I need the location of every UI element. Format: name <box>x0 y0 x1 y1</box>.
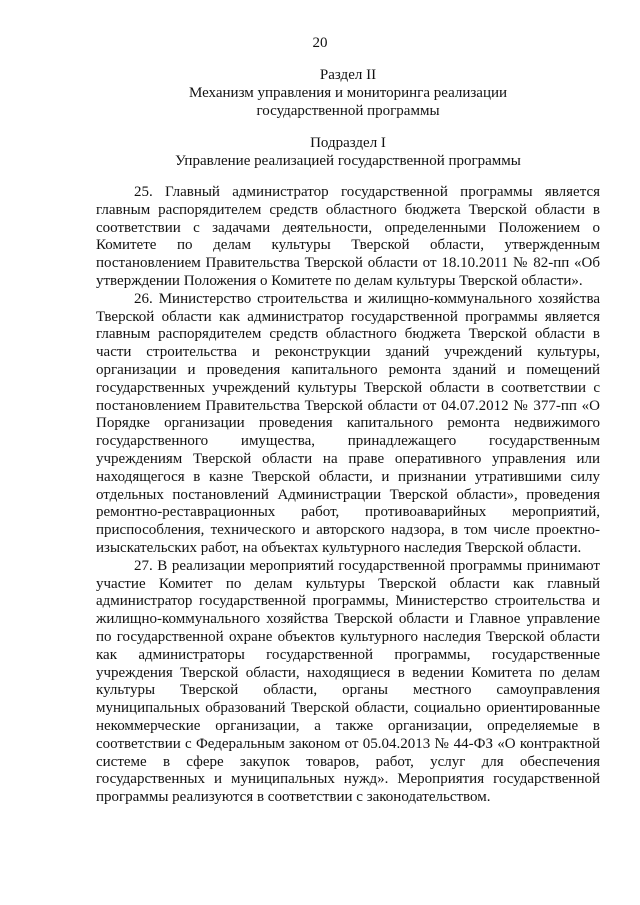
paragraph-26: 26. Министерство строительства и жилищно-коммунального хозяйства Тверской области как администратор государственной программы является главным распорядителем средств областного бюджета Тверской области в части строительства и реконструкции зданий учреждений культуры, организации и проведения капитального ремонта зданий и помещений государственных учреждений культуры Тверской области в соответствии с постановлением Правительства Тверской области от 04.07.2012 № 377-пп «О Порядке организации проведения капитального ремонта недвижимого государственного имущества, принадлежащего государственным учреждениям Тверской области на праве оперативного управления или находящегося в казне Тверской области, и признании утратившими силу отдельных постановлений Администрации Тверской области», проведения ремонтно-реставрационных работ, противоаварийных мероприятий, приспособления, технического и авторского надзора, в том числе проектно-изыскательских работ, на объектах культурного наследия Тверской области. <box>96 290 600 556</box>
section-title-line-1: Механизм управления и мониторинга реализации <box>188 85 508 101</box>
paragraph-25: 25. Главный администратор государственной программы является главным распорядителем средств областного бюджета Тверской области в соответствии с задачами деятельности, определенными Положением о Комитете по делам культуры Тверской области, утвержденным постановлением Правительства Тверской области от 18.10.2011 № 82-пп «Об утверждении Положения о Комитете по делам культуры Тверской области». <box>96 184 600 289</box>
section-heading <box>96 66 600 120</box>
section-title-line-2: государственной программы <box>256 103 440 119</box>
subsection-heading <box>96 134 600 170</box>
section-label: Раздел II <box>319 67 377 83</box>
subsection-title: Управление реализацией государственной программы <box>175 153 521 169</box>
body-text <box>96 184 600 807</box>
subsection-label: Подраздел I <box>310 135 386 151</box>
page-number: 20 <box>312 35 328 51</box>
paragraph-27: 27. В реализации мероприятий государственной программы принимают участие Комитет по делам культуры Тверской области как главный администратор государственной программы, Министерство строительства и жилищно-коммунального хозяйства Тверской области и Главное управление по государственной охране объектов культурного наследия Тверской области как администраторы государственной программы, государственные учреждения Тверской области, находящиеся в ведении Комитета по делам культуры Тверской области, органы местного самоуправления муниципальных образований Тверской области, социально ориентированные некоммерческие организации, а также организации, определяемые в соответствии с Федеральным законом от 05.04.2013 № 44-ФЗ «О контрактной системе в сфере закупок товаров, работ, услуг для обеспечения государственных и муниципальных нужд». Мероприятия государственной программы реализуются в соответствии с законодательством. <box>96 557 600 806</box>
